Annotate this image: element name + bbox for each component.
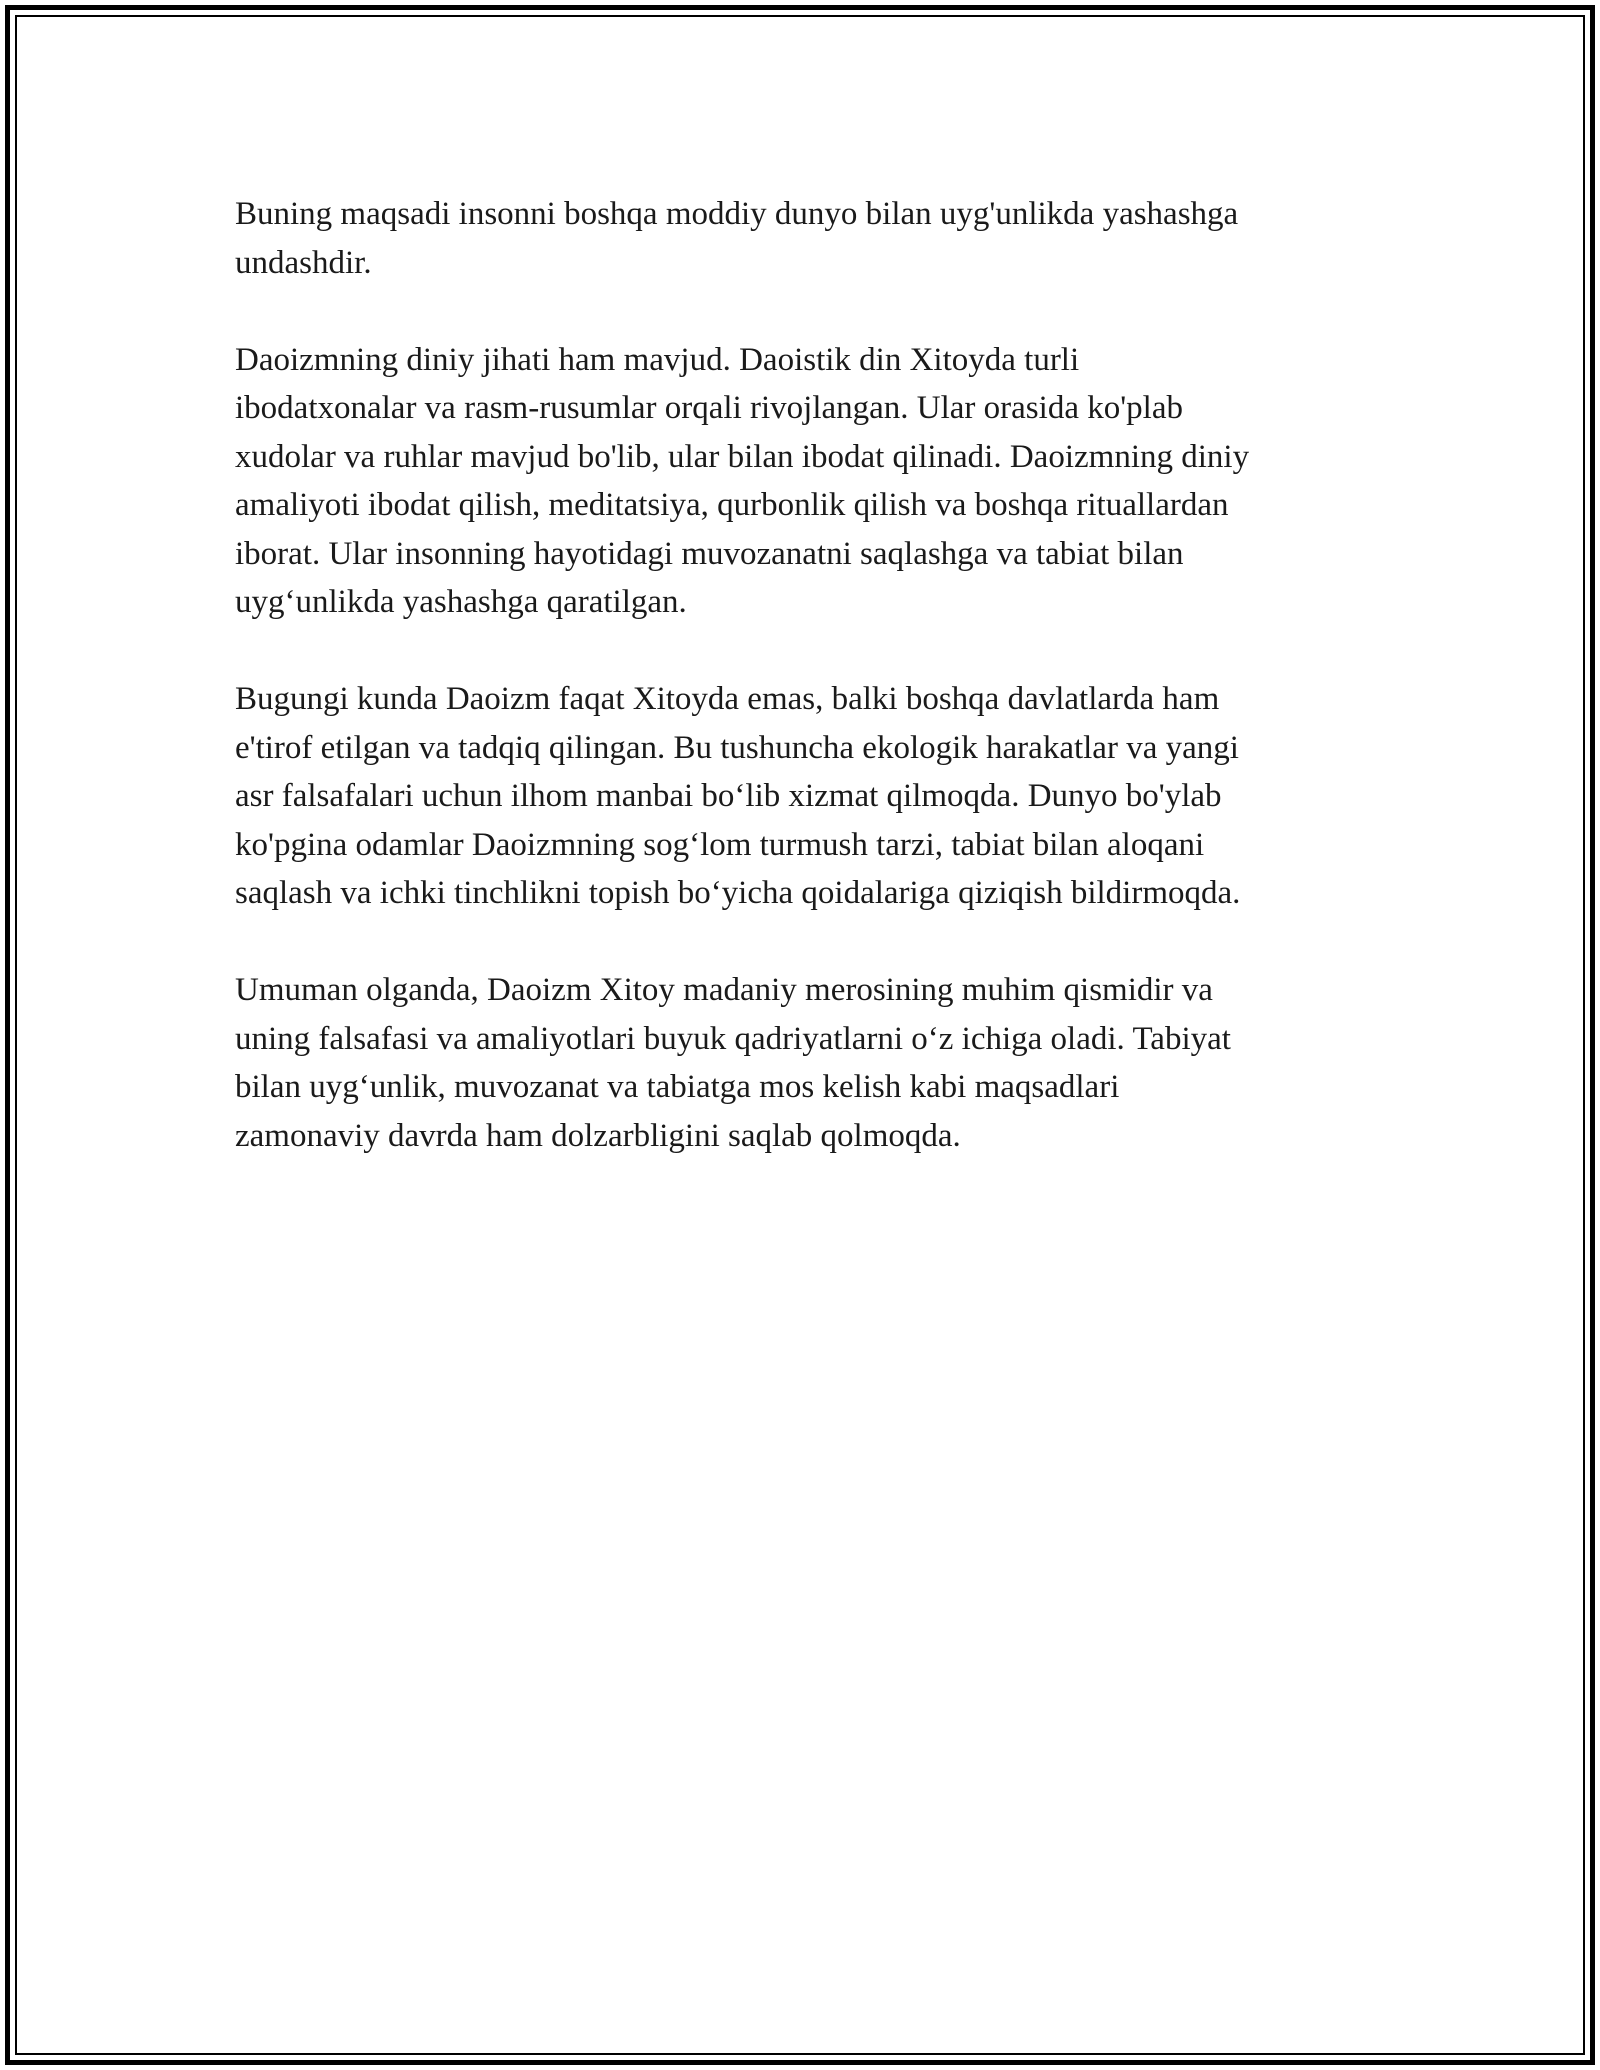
paragraph-2: Daoizmning diniy jihati ham mavjud. Daoistik din Xitoyda turli ibodatxonalar va rasm-rusumlar orqali rivojlangan. Ular orasida ko'plab xudolar va ruhlar mavjud bo'lib, ular bilan ibodat qilinadi. Daoizmning diniy amaliyoti ibodat qilish, meditatsiya, qurbonlik qilish va boshqa rituallardan iborat. Ular insonning hayotidagi muvozanatni saqlashga va tabiat bilan uyg‘unlikda yashashga qaratilgan. bbox=[235, 341, 1250, 620]
paragraph-4: Umuman olganda, Daoizm Xitoy madaniy merosining muhim qismidir va uning falsafasi va amaliyotlari buyuk qadriyatlarni o‘z ichiga oladi. Tabiyat bilan uyg‘unlik, muvozanat va tabiatga mos kelish kabi maqsadlari zamonaviy davrda ham dolzarbligini saqlab qolmoqda. bbox=[235, 972, 1231, 1154]
paragraph-1: Buning maqsadi insonni boshqa moddiy dunyo bilan uyg'unlikda yashashga undashdir. bbox=[235, 196, 1239, 281]
paragraph-3: Bugungi kunda Daoizm faqat Xitoyda emas, balki boshqa davlatlarda ham e'tirof etilgan va tadqiq qilingan. Bu tushuncha ekologik harakatlar va yangi asr falsafalari uchun ilhom manbai bo‘lib xizmat qilmoqda. Dunyo bo'ylab ko'pgina odamlar Daoizmning sog‘lom turmush tarzi, tabiat bilan aloqani saqlash va ichki tinchlikni topish bo‘yicha qoidalariga qiziqish bildirmoqda. bbox=[235, 681, 1241, 911]
document-body bbox=[235, 190, 1375, 1209]
